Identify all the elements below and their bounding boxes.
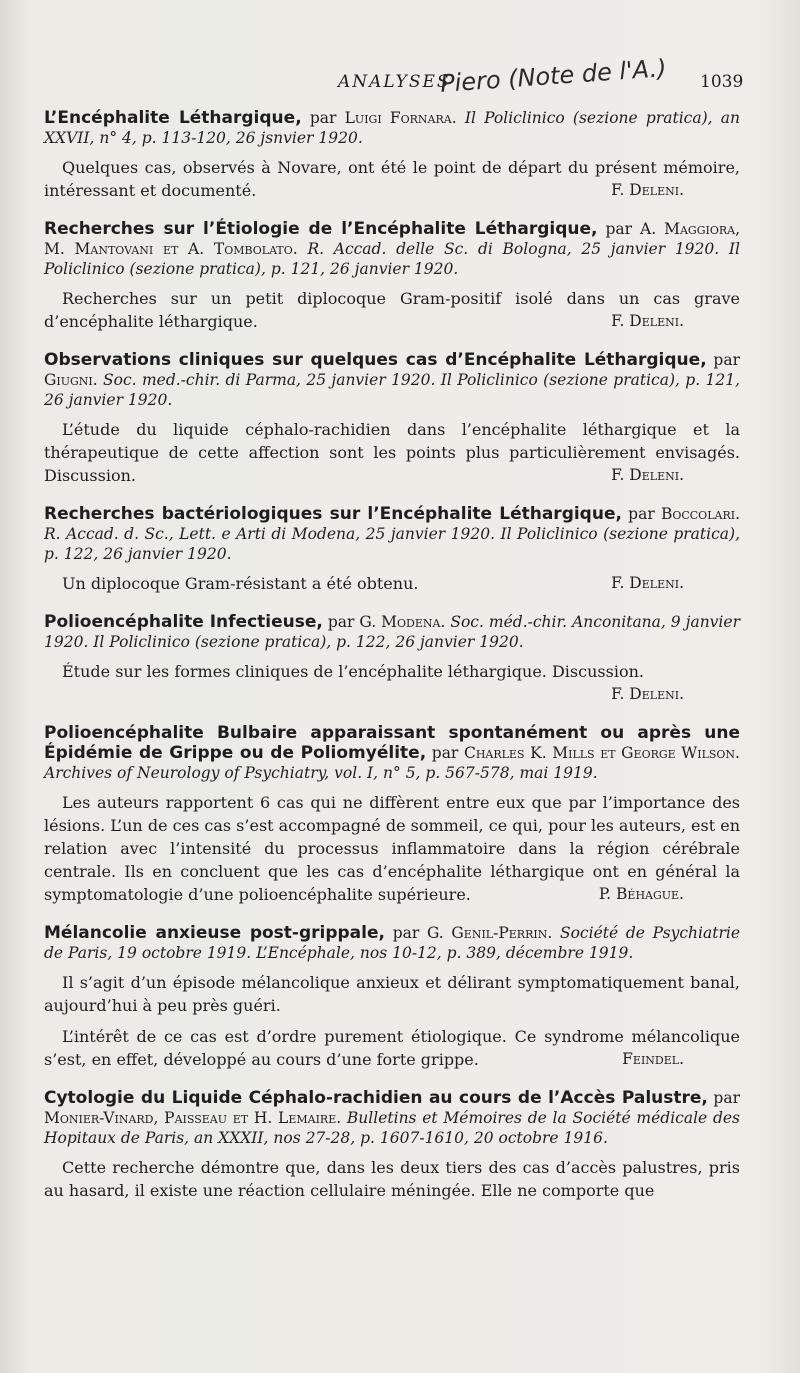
entry-citation: R. Accad. d. Sc., Lett. e Arti di Modena, 25 janvier 1920. Il Policlinico (sezione pratica), p. 122, 26 janvier 1920. xyxy=(44,525,740,563)
entry-title: Polioencéphalite Infectieuse, xyxy=(44,612,323,632)
entry-heading xyxy=(44,1088,740,1148)
entry-paragraph xyxy=(44,791,740,906)
entry-author: Boccolari. xyxy=(660,505,740,523)
entry-signature: F. Deleni. xyxy=(611,685,684,703)
abstract-entry xyxy=(44,723,740,906)
entry-paragraph xyxy=(44,971,740,1017)
paragraph-text: Les auteurs rapportent 6 cas qui ne diffèrent entre eux que par l’importance des lésions. L’un de ces cas s’est accompagné de sommeil, ce qui, pour les auteurs, est en relation avec l’intensité du processus inflammatoire dans la région cérébrale centrale. Ils en concluent que les cas d’encéphalite léthargique ont en général la symptomatologie d’une polioencéphalite supérieure. xyxy=(44,793,740,904)
entry-citation: Soc. med.-chir. di Parma, 25 janvier 1920. Il Policlinico (sezione pratica), p. 121, 26 janvier 1920. xyxy=(44,371,741,409)
entry-by: par xyxy=(327,613,355,631)
entry-by: par xyxy=(713,1089,740,1107)
entry-signature: P. Béhague. xyxy=(598,885,684,903)
entry-citation: Bulletins et Mémoires de la Société médicale des Hopitaux de Paris, an XXXII, nos 27-28, p. 1607-1610, 20 octobre 1916. xyxy=(44,1109,740,1147)
paragraph-text: L’étude du liquide céphalo-rachidien dans l’encéphalite léthargique et la thérapeutique de cette affection sont les points plus particulièrement envisagés. Discussion. xyxy=(44,420,740,485)
running-head: ANALYSES xyxy=(338,72,451,92)
abstract-entry xyxy=(44,612,740,706)
entry-paragraph xyxy=(44,572,740,595)
entry-author: G. Modena. xyxy=(359,613,446,631)
entry-author: Charles K. Mills et George Wilson. xyxy=(463,744,740,762)
paragraph-text: Il s’agit d’un épisode mélancolique anxieux et délirant symptomatiquement banal, aujourd’hui à peu près guéri. xyxy=(44,973,740,1015)
entry-title: Mélancolie anxieuse post-grippale, xyxy=(44,923,385,943)
entry-paragraph xyxy=(44,1025,740,1071)
entry-title: Recherches bactériologiques sur l’Encéphalite Léthargique, xyxy=(44,504,622,524)
entry-citation: Société de Psychiatrie de Paris, 19 octobre 1919. L’Encéphale, nos 10-12, p. 389, décembre 1919. xyxy=(44,924,740,962)
entry-heading xyxy=(44,504,740,564)
paragraph-text: L’intérêt de ce cas est d’ordre purement étiologique. Ce syndrome mélancolique s’est, en effet, développé au cours d’une forte grippe. xyxy=(44,1027,740,1069)
entry-citation: Archives of Neurology of Psychiatry, vol. I, n° 5, p. 567-578, mai 1919. xyxy=(44,764,598,782)
entry-title: L’Encéphalite Léthargique, xyxy=(44,108,302,128)
paragraph-text: Un diplocoque Gram-résistant a été obtenu. xyxy=(62,574,419,593)
entry-by: par xyxy=(628,505,655,523)
entry-heading xyxy=(44,723,740,783)
entry-heading xyxy=(44,923,740,963)
abstract-entry xyxy=(44,350,740,487)
abstract-entry xyxy=(44,923,740,1071)
abstract-entry xyxy=(44,108,740,202)
entry-citation: Il Policlinico (sezione pratica), an XXVII, n° 4, p. 113-120, 26 jsnvier 1920. xyxy=(44,109,740,147)
entry-by: par xyxy=(713,351,740,369)
entry-signature: Feindel. xyxy=(622,1050,684,1068)
abstract-entry xyxy=(44,504,740,595)
entry-title: Recherches sur l’Étiologie de l’Encéphalite Léthargique, xyxy=(44,219,598,239)
entry-author: A. Maggiora, M. Mantovani et A. Tombolato. xyxy=(44,220,741,258)
abstract-entry xyxy=(44,1088,740,1202)
entry-title: Cytologie du Liquide Céphalo-rachidien au cours de l’Accès Palustre, xyxy=(44,1088,708,1108)
entry-heading xyxy=(44,219,740,279)
entry-by: par xyxy=(431,744,459,762)
page-number: 1039 xyxy=(700,72,744,92)
entry-signature: F. Deleni. xyxy=(611,181,684,199)
entry-title: Observations cliniques sur quelques cas d’Encéphalite Léthargique, xyxy=(44,350,707,370)
entry-heading xyxy=(44,108,740,148)
abstracts-column xyxy=(44,108,740,1219)
paragraph-text: Cette recherche démontre que, dans les deux tiers des cas d’accès palustres, pris au hasard, il existe une réaction cellulaire méningée. Elle ne comporte que xyxy=(44,1158,740,1200)
entry-citation: R. Accad. delle Sc. di Bologna, 25 janvier 1920. Il Policlinico (sezione pratica), p. 121, 26 janvier 1920. xyxy=(44,240,740,278)
entry-by: par xyxy=(605,220,633,238)
entry-paragraph xyxy=(44,660,740,703)
paragraph-text: Quelques cas, observés à Novare, ont été le point de départ du présent mémoire, intéressant et documenté. xyxy=(44,158,740,200)
paragraph-text: Étude sur les formes cliniques de l’encéphalite léthargique. Discussion. xyxy=(62,662,644,681)
abstract-entry xyxy=(44,219,740,333)
handwritten-note: Piero (Note de l'A.) xyxy=(439,54,668,98)
entry-by: par xyxy=(392,924,420,942)
entry-signature: F. Deleni. xyxy=(611,574,684,592)
entry-paragraph xyxy=(44,1156,740,1202)
entry-paragraph xyxy=(44,156,740,202)
entry-citation: Soc. méd.-chir. Anconitana, 9 janvier 1920. Il Policlinico (sezione pratica), p. 122, 26 janvier 1920. xyxy=(44,613,740,651)
entry-author: Giugni. xyxy=(44,371,98,389)
paragraph-text: Recherches sur un petit diplocoque Gram-positif isolé dans un cas grave d’encéphalite léthargique. xyxy=(44,289,740,331)
entry-author: Monier-Vinard, Paisseau et H. Lemaire. xyxy=(44,1109,342,1127)
entry-author: G. Genil-Perrin. xyxy=(426,924,553,942)
entry-signature: F. Deleni. xyxy=(611,312,684,330)
entry-signature: F. Deleni. xyxy=(611,466,684,484)
entry-by: par xyxy=(309,109,337,127)
entry-paragraph xyxy=(44,418,740,487)
page-header xyxy=(0,54,800,102)
entry-heading xyxy=(44,612,740,652)
entry-title: Polioencéphalite Bulbaire apparaissant spontanément ou après une Épidémie de Grippe ou de Poliomyélite, xyxy=(44,723,740,763)
entry-author: Luigi Fornara. xyxy=(344,109,457,127)
entry-paragraph xyxy=(44,287,740,333)
entry-heading xyxy=(44,350,740,410)
